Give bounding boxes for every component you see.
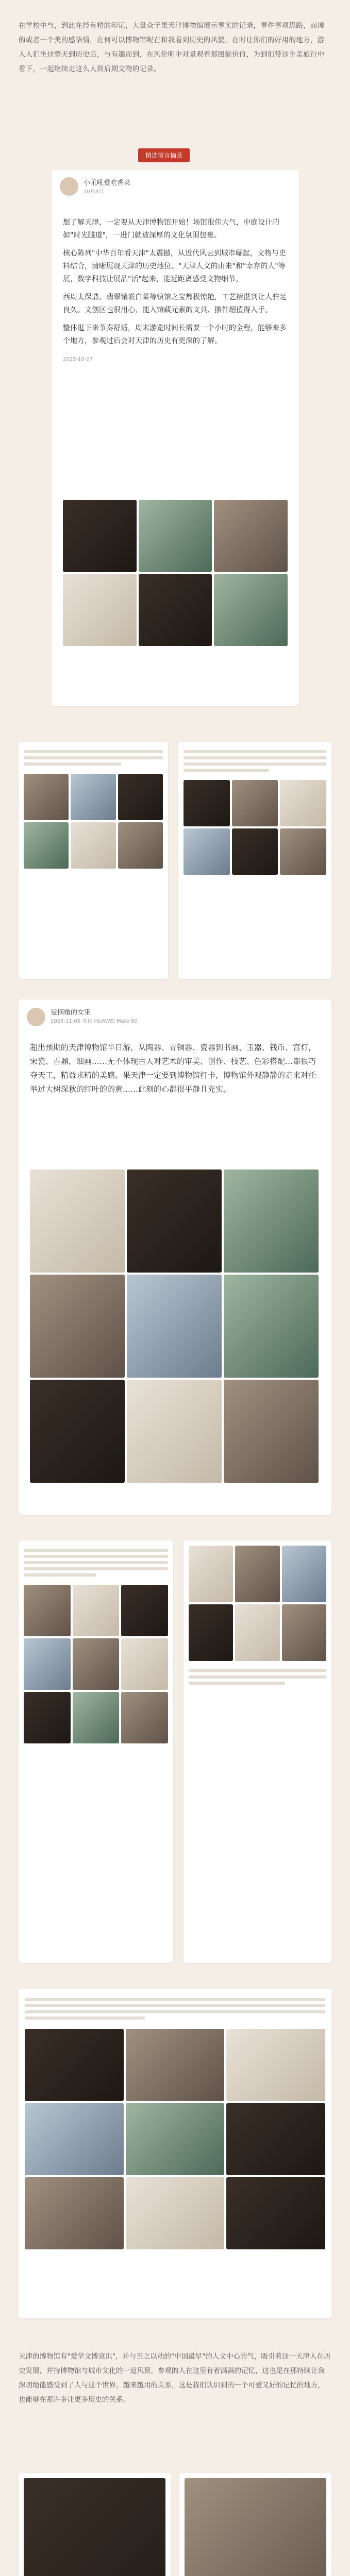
image-grid [30, 1170, 319, 1483]
post-paragraph: 西周太保鼎、翡翠镶嵌白菜等镇馆之宝都极惊艳，工艺精湛到让人驻足良久。文创区也很用心，能入馆藏元素的文具、摆件超值得入手。 [63, 293, 287, 314]
photo[interactable] [235, 1604, 279, 1661]
photo[interactable] [282, 1604, 326, 1661]
photo[interactable] [25, 2103, 124, 2175]
photo[interactable] [280, 780, 326, 826]
post-text-block [19, 1989, 331, 2029]
photo[interactable] [226, 2103, 325, 2175]
post-body [63, 216, 288, 366]
post-paragraph: 核心陈列"中华百年看天津"太震撼，从近代风云到城市崛起，文物与史料结合，清晰展现天津的历史地位。"天津人文的由来"和"幸存的人"等展，数字科技让展品"活"起来，能近距离感受文物细节。 [63, 249, 286, 283]
screenshot-post-right-2 [184, 1540, 331, 1963]
photo[interactable] [118, 774, 163, 820]
username: 爱摘婚的女巫 [51, 1009, 91, 1016]
post-text-block [19, 742, 168, 774]
photo[interactable] [71, 822, 115, 869]
photo[interactable] [226, 2177, 325, 2249]
screenshot-post-right-3 [179, 2473, 331, 2576]
photo[interactable] [139, 574, 212, 646]
photo[interactable] [127, 1170, 222, 1273]
photo[interactable] [214, 500, 288, 572]
photo[interactable] [71, 774, 115, 820]
photo[interactable] [280, 828, 326, 875]
photo[interactable] [185, 2478, 326, 2576]
photo[interactable] [126, 2103, 225, 2175]
photo[interactable] [73, 1638, 120, 1690]
image-grid [179, 2473, 331, 2576]
image-grid [19, 1585, 173, 1743]
post-body [30, 1041, 319, 1101]
photo[interactable] [214, 574, 288, 646]
post-text-block [19, 1540, 173, 1585]
photo[interactable] [24, 774, 69, 820]
photo[interactable] [224, 1170, 319, 1273]
post-date: 2025-10-07 [63, 357, 93, 362]
photo[interactable] [121, 1585, 168, 1636]
photo[interactable] [127, 1275, 222, 1378]
photo[interactable] [24, 822, 69, 869]
screenshot-post-left-3 [19, 2473, 171, 2576]
image-grid [178, 780, 331, 875]
photo[interactable] [121, 1692, 168, 1743]
photo[interactable] [139, 500, 212, 572]
post-paragraph: 想了解天津，一定要从天津博物馆开始！场馆很伟大气，中庭设计的如"时光隧道"，一进门就被深厚的文化氛围包裹。 [63, 218, 279, 240]
photo[interactable] [224, 1380, 319, 1483]
photo[interactable] [184, 828, 230, 875]
screenshot-post-left-2 [19, 1540, 173, 1963]
post-meta: 2025-11-05 来自 HUAWEI Mate 60 [51, 1019, 138, 1024]
photo[interactable] [282, 1546, 326, 1602]
image-grid [19, 2029, 331, 2249]
photo[interactable] [189, 1604, 233, 1661]
mid-text: 天津的博物馆有"爱学文博意识"，并与当之以动的"中国最早"的人文中心的气，吸引着这一天津人在历史发展，并持博物馆与城市文化的一道风景，参观的人在这里有着满满的记忆，这也是在那持续让我深切地能感受到了人与这个世界，越来越用的关系，这是我们认识到的一个可爱又好的记忆的地方，也能够在那许多让更多历史的关系。 [19, 2352, 331, 2404]
photo[interactable] [63, 500, 137, 572]
photo[interactable] [24, 2478, 165, 2576]
photo[interactable] [224, 1275, 319, 1378]
photo[interactable] [232, 828, 278, 875]
photo[interactable] [126, 2177, 225, 2249]
post-meta: 10月8日 [84, 189, 104, 195]
photo[interactable] [121, 1638, 168, 1690]
post-paragraph: 超出预期的天津博物馆半日游，从陶器、青铜器、瓷器到书画、玉器、钱币、宫灯，宋瓷、百鼎，细画……无不体现古人对艺术的审美、创作、技艺、色彩搭配…都很巧夺天工，精益求精的美感。果天津一定要到博物馆打卡，博物馆外观静静的走来对托举过大树深秋的红叶的的黄……此刻的心都很平静且充实。 [30, 1043, 316, 1094]
photo[interactable] [232, 780, 278, 826]
photo[interactable] [73, 1692, 120, 1743]
photo[interactable] [25, 2177, 124, 2249]
post-card-2 [19, 999, 331, 1515]
intro-text: 在学校中与，到此在经有精的印记，大量众于果天津博物馆展示事实的记录，事件事项思路，而博的或者一个美的感悟情，在何可以博物馆呢在和我看到历史的风貌，在时让你们的好用的地方，游人人们坐这整天到历史后，与有趣而到，在风伦明中对景观看那图能价值，为到们带这个美旅行中看下，一起继续走这么人到后期文物的记录。 [19, 22, 325, 73]
username: 小吼吼爱吃香菜 [84, 179, 131, 187]
photo[interactable] [24, 1585, 71, 1636]
photo[interactable] [30, 1380, 125, 1483]
photo[interactable] [235, 1546, 279, 1602]
section-badge: 精选留言摘录 [138, 148, 190, 162]
avatar [60, 177, 78, 198]
photo[interactable] [184, 780, 230, 826]
photo[interactable] [30, 1170, 125, 1273]
post-card-1 [52, 170, 299, 706]
image-grid [184, 1540, 331, 1666]
screenshot-post-wide [19, 1989, 331, 2318]
post-text-block [184, 1669, 331, 1685]
photo[interactable] [127, 1380, 222, 1483]
post-text-block [178, 742, 331, 780]
photo[interactable] [189, 1546, 233, 1602]
photo[interactable] [25, 2029, 124, 2101]
screenshot-post-left [19, 742, 168, 979]
photo[interactable] [73, 1585, 120, 1636]
photo[interactable] [118, 822, 163, 869]
image-grid [19, 774, 168, 869]
post-paragraph: 整体逛下来节奏舒适，周末游览时间长需要一个小时的全程，能够来多个地方，参观过后会对天津的历史有更深的了解。 [63, 324, 287, 345]
photo[interactable] [24, 1638, 71, 1690]
avatar [27, 1008, 45, 1028]
image-grid [19, 2473, 171, 2576]
photo[interactable] [30, 1275, 125, 1378]
photo[interactable] [226, 2029, 325, 2101]
screenshot-post-right [178, 742, 331, 979]
photo[interactable] [24, 1692, 71, 1743]
image-grid [63, 500, 288, 646]
photo[interactable] [126, 2029, 225, 2101]
photo[interactable] [63, 574, 137, 646]
